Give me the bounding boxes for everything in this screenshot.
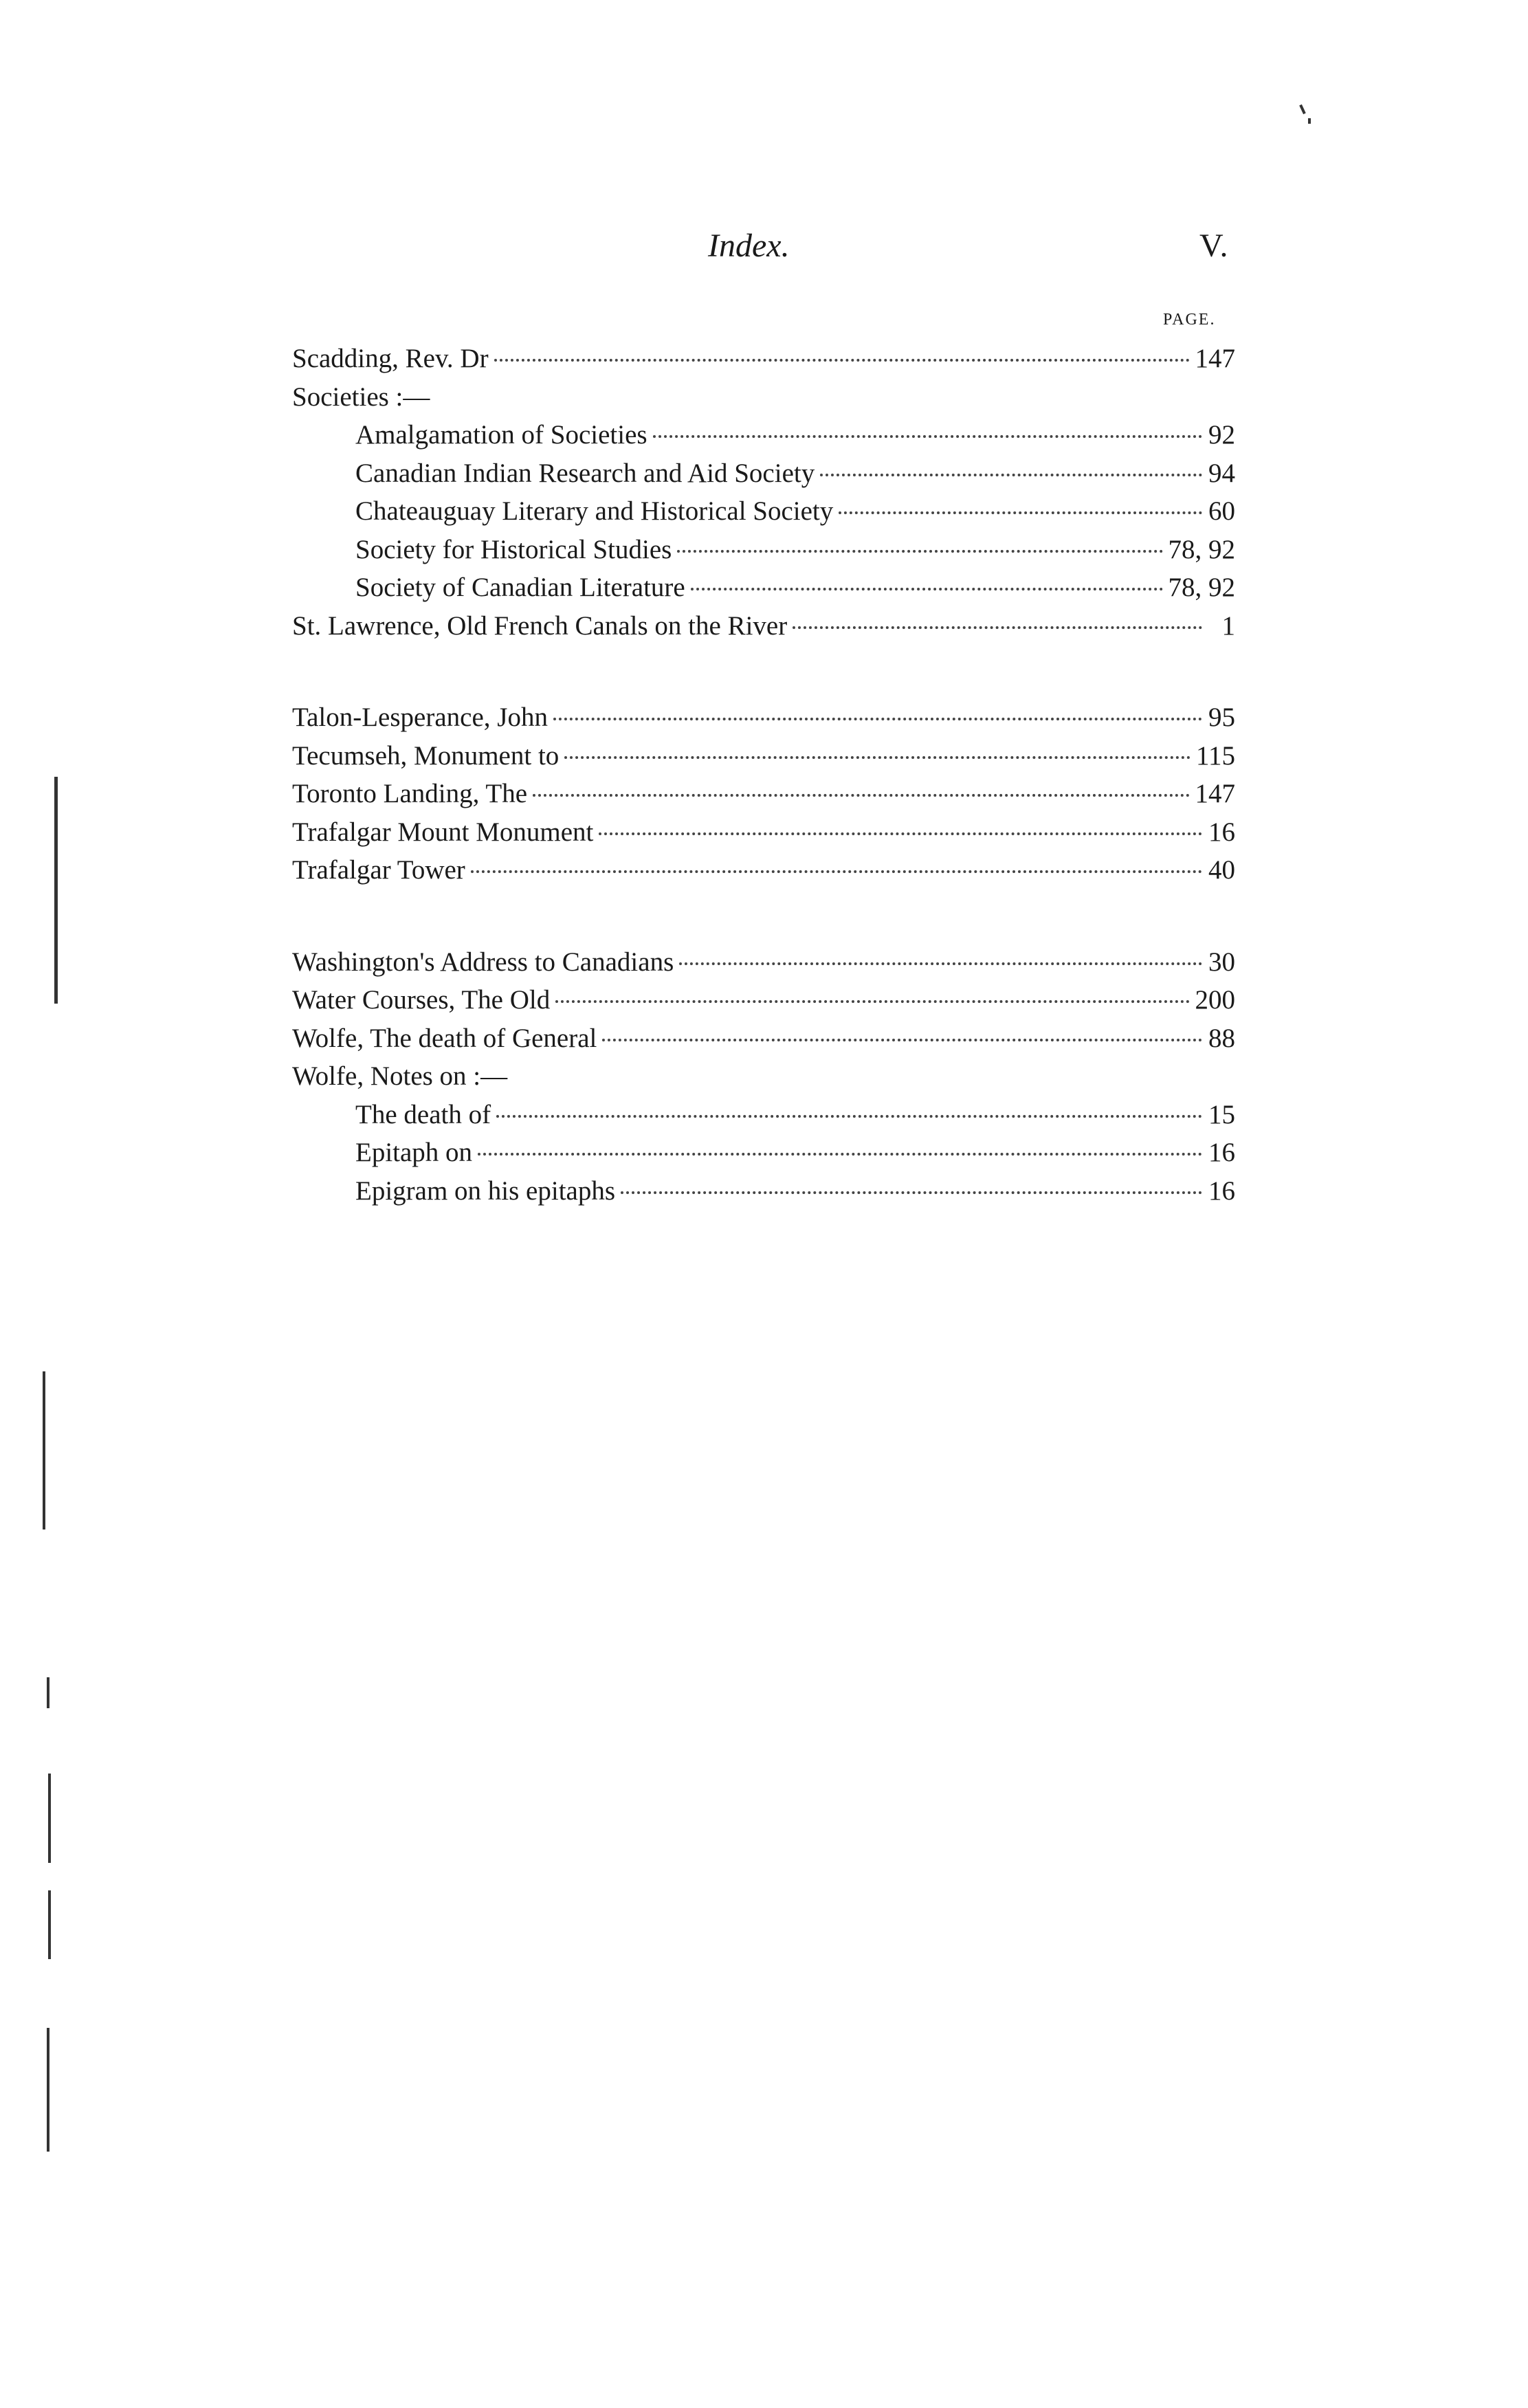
index-entry bbox=[292, 813, 1235, 852]
index-subentry bbox=[292, 492, 1235, 531]
entry-page: 40 bbox=[1208, 855, 1235, 885]
scan-mark bbox=[47, 1677, 49, 1708]
index-subentry bbox=[292, 1172, 1235, 1211]
scan-mark bbox=[47, 2028, 49, 2152]
entry-page: 92 bbox=[1208, 420, 1235, 450]
entry-label: The death of bbox=[355, 1099, 491, 1129]
page-header bbox=[0, 227, 1528, 282]
entry-page: 88 bbox=[1208, 1023, 1235, 1053]
scan-mark bbox=[48, 1774, 51, 1863]
entry-label: Epitaph on bbox=[355, 1138, 473, 1167]
entry-page: 147 bbox=[1195, 344, 1235, 373]
dot-leader bbox=[494, 359, 1190, 362]
dot-leader bbox=[555, 1000, 1189, 1003]
index-entry bbox=[292, 1019, 1235, 1058]
scan-mark bbox=[43, 1371, 45, 1529]
index-entry bbox=[292, 775, 1235, 813]
dot-leader bbox=[533, 794, 1189, 797]
index-subentry bbox=[292, 568, 1235, 607]
entry-page: 60 bbox=[1208, 496, 1235, 526]
index-entry bbox=[292, 981, 1235, 1019]
entry-label: Toronto Landing, The bbox=[292, 779, 528, 808]
index-subentry bbox=[292, 1134, 1235, 1172]
entry-label: Society for Historical Studies bbox=[355, 534, 672, 564]
dot-leader bbox=[653, 435, 1202, 438]
index-heading: Societies :— bbox=[292, 382, 430, 412]
dot-leader bbox=[478, 1153, 1202, 1156]
dot-leader bbox=[621, 1191, 1202, 1194]
entry-page: 94 bbox=[1208, 458, 1235, 488]
entry-label: Chateauguay Literary and Historical Society bbox=[355, 496, 834, 526]
entry-label: Wolfe, The death of General bbox=[292, 1023, 597, 1053]
entry-label: Amalgamation of Societies bbox=[355, 420, 647, 450]
entry-label: Canadian Indian Research and Aid Society bbox=[355, 458, 815, 488]
index-entry bbox=[292, 737, 1235, 775]
dot-leader bbox=[679, 962, 1202, 965]
entry-label: Water Courses, The Old bbox=[292, 985, 551, 1015]
dot-leader bbox=[677, 550, 1162, 553]
index-entry bbox=[292, 851, 1235, 890]
index-list bbox=[292, 340, 1235, 1210]
entry-label: Talon-Lesperance, John bbox=[292, 703, 548, 732]
entry-page: 15 bbox=[1208, 1099, 1235, 1129]
entry-label: Epigram on his epitaphs bbox=[355, 1175, 616, 1206]
dot-leader bbox=[496, 1115, 1202, 1118]
entry-label: Society of Canadian Literature bbox=[355, 573, 685, 602]
entry-page: 16 bbox=[1208, 817, 1235, 847]
index-entry bbox=[292, 340, 1235, 378]
scan-mark bbox=[54, 777, 58, 1004]
entry-label: Trafalgar Tower bbox=[292, 855, 465, 885]
dot-leader bbox=[564, 756, 1191, 759]
dot-leader bbox=[691, 588, 1163, 590]
dot-leader bbox=[820, 474, 1202, 476]
entry-label: St. Lawrence, Old French Canals on the River bbox=[292, 610, 788, 641]
index-subentry bbox=[292, 531, 1235, 569]
entry-page: 1 bbox=[1221, 610, 1235, 641]
entry-page: 95 bbox=[1208, 703, 1235, 732]
entry-page: 16 bbox=[1208, 1138, 1235, 1167]
dot-leader bbox=[553, 718, 1202, 720]
dot-leader bbox=[599, 832, 1202, 835]
dot-leader bbox=[471, 870, 1202, 873]
entry-page: 200 bbox=[1195, 985, 1235, 1015]
entry-page: 78, 92 bbox=[1168, 534, 1235, 564]
running-title: Index. bbox=[708, 228, 790, 264]
dot-leader bbox=[793, 626, 1202, 629]
dot-leader bbox=[602, 1039, 1202, 1041]
scan-speck bbox=[1299, 104, 1306, 114]
entry-label: Washington's Address to Canadians bbox=[292, 947, 674, 977]
index-entry bbox=[292, 607, 1235, 645]
dot-leader bbox=[839, 511, 1202, 514]
entry-page: 147 bbox=[1195, 779, 1235, 808]
index-subentry bbox=[292, 1096, 1235, 1134]
group-gap bbox=[292, 890, 1235, 943]
entry-page: 78, 92 bbox=[1168, 573, 1235, 602]
index-entry bbox=[292, 698, 1235, 737]
group-gap bbox=[292, 645, 1235, 698]
page-number: V. bbox=[1199, 228, 1229, 264]
scan-mark bbox=[48, 1890, 51, 1959]
entry-label: Tecumseh, Monument to bbox=[292, 740, 560, 771]
entry-page: 30 bbox=[1208, 947, 1235, 977]
entry-label: Scadding, Rev. Dr bbox=[292, 344, 489, 373]
index-entry bbox=[292, 943, 1235, 982]
entry-page: 16 bbox=[1208, 1175, 1235, 1206]
scan-speck bbox=[1308, 118, 1311, 124]
page-column-heading: PAGE. bbox=[1163, 311, 1216, 329]
entry-label: Trafalgar Mount Monument bbox=[292, 817, 594, 847]
index-heading: Wolfe, Notes on :— bbox=[292, 1061, 508, 1091]
index-subentry bbox=[292, 416, 1235, 454]
index-subentry bbox=[292, 454, 1235, 493]
entry-page: 115 bbox=[1195, 740, 1235, 771]
